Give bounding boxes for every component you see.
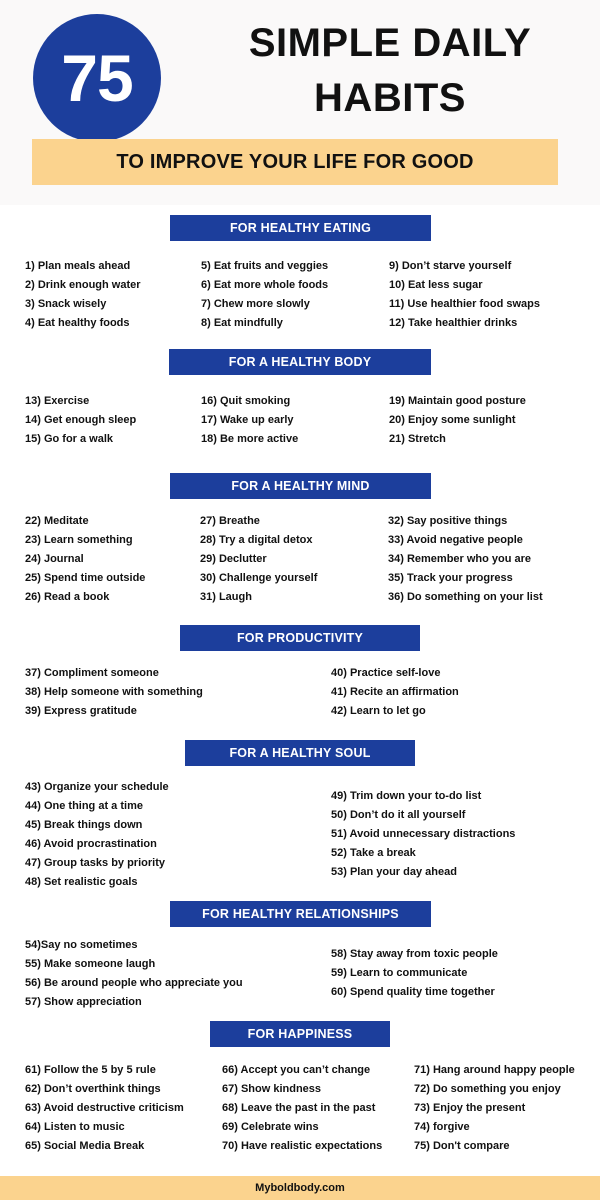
habit-item: 73) Enjoy the present [414, 1102, 526, 1114]
habit-item: 65) Social Media Break [25, 1140, 145, 1152]
habit-item: 29) Declutter [200, 553, 267, 565]
habit-item: 54)Say no sometimes [25, 939, 138, 951]
habit-item: 46) Avoid procrastination [25, 838, 157, 850]
habit-item: 57) Show appreciation [25, 996, 142, 1008]
habit-item: 8) Eat mindfully [201, 317, 283, 329]
habit-item: 45) Break things down [25, 819, 143, 831]
habit-item: 16) Quit smoking [201, 395, 291, 407]
section-title-healthy-mind: FOR A HEALTHY MIND [170, 473, 431, 499]
section-title-healthy-eating: FOR HEALTHY EATING [170, 215, 431, 241]
habit-item: 7) Chew more slowly [201, 298, 310, 310]
habit-item: 13) Exercise [25, 395, 90, 407]
section-title-healthy-relationships: FOR HEALTHY RELATIONSHIPS [170, 901, 431, 927]
habit-item: 43) Organize your schedule [25, 781, 169, 793]
section-title-productivity: FOR PRODUCTIVITY [180, 625, 420, 651]
habit-item: 62) Don’t overthink things [25, 1083, 161, 1095]
subtitle-banner: TO IMPROVE YOUR LIFE FOR GOOD [32, 139, 558, 185]
number-badge [33, 14, 161, 142]
habit-item: 26) Read a book [25, 591, 110, 603]
habit-item: 10) Eat less sugar [389, 279, 483, 291]
habit-item: 34) Remember who you are [388, 553, 532, 565]
habit-item: 22) Meditate [25, 515, 89, 527]
habit-item: 42) Learn to let go [331, 705, 426, 717]
habit-item: 18) Be more active [201, 433, 299, 445]
habit-item: 4) Eat healthy foods [25, 317, 130, 329]
habit-item: 48) Set realistic goals [25, 876, 138, 888]
habit-item: 3) Snack wisely [25, 298, 107, 310]
habit-item: 24) Journal [25, 553, 84, 565]
footer-banner [0, 1176, 600, 1200]
habit-item: 2) Drink enough water [25, 279, 141, 291]
habit-item: 32) Say positive things [388, 515, 508, 527]
habit-item: 39) Express gratitude [25, 705, 137, 717]
page-title-line-2: HABITS [314, 76, 466, 120]
habit-item: 75) Don't compare [414, 1140, 510, 1152]
habit-item: 68) Leave the past in the past [222, 1102, 376, 1114]
habit-item: 59) Learn to communicate [331, 967, 468, 979]
habit-item: 66) Accept you can’t change [222, 1064, 371, 1076]
section-title-healthy-soul: FOR A HEALTHY SOUL [185, 740, 415, 766]
footer-site-label: Myboldbody.com [255, 1182, 345, 1194]
habit-item: 27) Breathe [200, 515, 260, 527]
section-title-happiness: FOR HAPPINESS [210, 1021, 390, 1047]
habit-item: 41) Recite an affirmation [331, 686, 459, 698]
habit-item: 72) Do something you enjoy [414, 1083, 561, 1095]
habit-item: 55) Make someone laugh [25, 958, 156, 970]
habit-item: 74) forgive [414, 1121, 470, 1133]
habit-item: 56) Be around people who appreciate you [25, 977, 243, 989]
header [0, 0, 600, 205]
habit-item: 63) Avoid destructive criticism [25, 1102, 184, 1114]
habit-item: 12) Take healthier drinks [389, 317, 518, 329]
badge-number: 75 [61, 41, 133, 115]
habit-item: 71) Hang around happy people [414, 1064, 575, 1076]
habit-item: 1) Plan meals ahead [25, 260, 131, 272]
habit-item: 35) Track your progress [388, 572, 513, 584]
page-title-line-1: SIMPLE DAILY [248, 21, 532, 65]
habit-item: 69) Celebrate wins [222, 1121, 319, 1133]
habit-item: 44) One thing at a time [25, 800, 143, 812]
habit-item: 5) Eat fruits and veggies [201, 260, 329, 272]
habit-item: 37) Compliment someone [25, 667, 159, 679]
habit-item: 33) Avoid negative people [388, 534, 523, 546]
habit-item: 31) Laugh [200, 591, 252, 603]
habit-item: 47) Group tasks by priority [25, 857, 165, 869]
habit-item: 51) Avoid unnecessary distractions [331, 828, 516, 840]
habit-item: 6) Eat more whole foods [201, 279, 329, 291]
habit-item: 52) Take a break [331, 847, 416, 859]
habit-item: 53) Plan your day ahead [331, 866, 457, 878]
habit-item: 15) Go for a walk [25, 433, 114, 445]
habit-item: 28) Try a digital detox [200, 534, 313, 546]
habit-item: 9) Don’t starve yourself [389, 260, 512, 272]
habit-item: 17) Wake up early [201, 414, 294, 426]
section-title-healthy-body: FOR A HEALTHY BODY [169, 349, 431, 375]
habit-item: 40) Practice self-love [331, 667, 441, 679]
habit-item: 49) Trim down your to-do list [331, 790, 482, 802]
habit-item: 60) Spend quality time together [331, 986, 495, 998]
habit-item: 19) Maintain good posture [389, 395, 526, 407]
habit-item: 25) Spend time outside [25, 572, 146, 584]
habit-item: 20) Enjoy some sunlight [389, 414, 516, 426]
habit-item: 50) Don’t do it all yourself [331, 809, 466, 821]
habit-item: 36) Do something on your list [388, 591, 543, 603]
habit-item: 67) Show kindness [222, 1083, 322, 1095]
habit-item: 21) Stretch [389, 433, 446, 445]
habit-item: 61) Follow the 5 by 5 rule [25, 1064, 156, 1076]
habit-item: 30) Challenge yourself [200, 572, 318, 584]
habit-item: 14) Get enough sleep [25, 414, 137, 426]
habit-item: 38) Help someone with something [25, 686, 203, 698]
habit-item: 70) Have realistic expectations [222, 1140, 383, 1152]
habit-item: 11) Use healthier food swaps [389, 298, 540, 310]
habit-item: 58) Stay away from toxic people [331, 948, 498, 960]
habit-item: 64) Listen to music [25, 1121, 125, 1133]
habit-item: 23) Learn something [25, 534, 133, 546]
